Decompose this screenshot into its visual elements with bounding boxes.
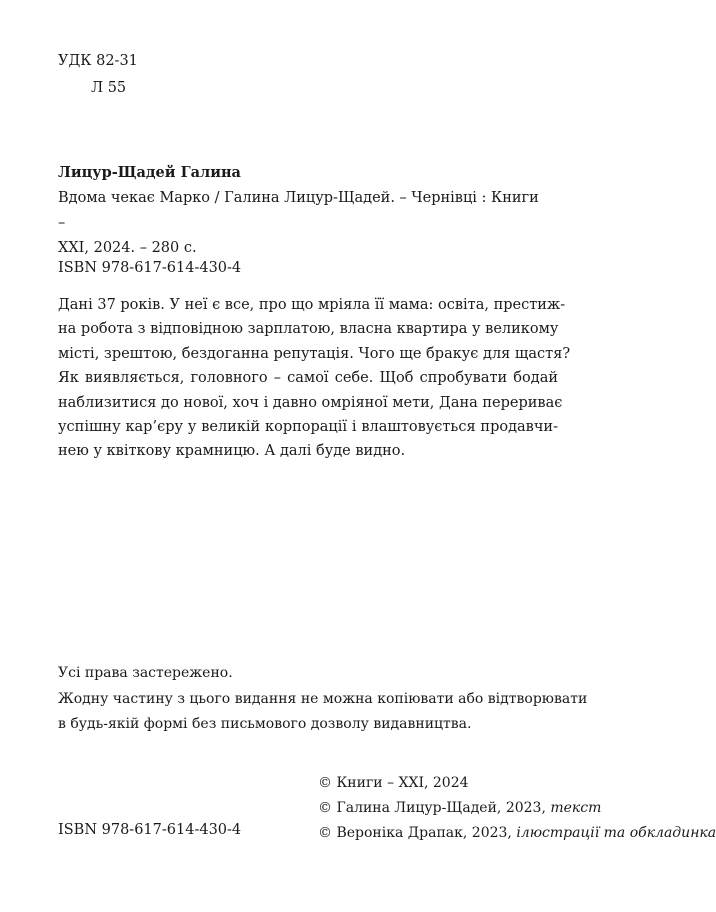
isbn-top: ISBN 978-617-614-430-4 xyxy=(58,260,242,276)
copyright-block xyxy=(318,771,716,846)
rights-line-1: Усі права застережено. xyxy=(58,665,233,681)
isbn-bottom: ISBN 978-617-614-430-4 xyxy=(58,822,242,838)
copyright-author-text: © Галина Лицур-Щадей, 2023, xyxy=(318,800,551,816)
copyright-author xyxy=(318,796,716,821)
annotation-line: нею у квіткову крамницю. А далі буде видно. xyxy=(58,443,406,460)
copyright-illustrator-role: ілюстрації та обкладинка xyxy=(516,825,716,841)
rights-notice xyxy=(58,661,587,738)
annotation-line: Дані 37 років. У неї є все, про що мріяла її мама: освіта, престиж- xyxy=(58,297,566,313)
description-line-1: Вдома чекає Марко / Галина Лицур-Щадей. – Чернівці : Книги – xyxy=(58,190,539,231)
author-heading: Лицур-Щадей Галина xyxy=(58,164,241,181)
rights-line-2: Жодну частину з цього видання не можна копіювати або відтворювати xyxy=(58,690,588,707)
copyright-illustrator xyxy=(318,821,716,846)
author-mark: Л 55 xyxy=(91,80,127,96)
bibliographic-description xyxy=(58,186,550,261)
annotation-line: місті, зрештою, бездоганна репутація. Чого ще бракує для щастя? xyxy=(58,345,571,362)
description-line-2: XXI, 2024. – 280 с. xyxy=(58,240,197,256)
copyright-author-role: текст xyxy=(550,800,602,816)
annotation-line: Як виявляється, головного – самої себе. Щоб спробувати бодай xyxy=(58,370,558,387)
copyright-publisher: © Книги – XXI, 2024 xyxy=(318,775,469,791)
udk-code: УДК 82-31 xyxy=(58,53,138,69)
annotation-line: успішну кар’єру у великій корпорації і влаштовується продавчи- xyxy=(58,419,558,436)
copyright-illustrator-text: © Вероніка Драпак, 2023, xyxy=(318,825,517,841)
annotation-line: на робота з відповідною зарплатою, власна квартира у великому xyxy=(58,321,559,338)
annotation xyxy=(58,293,571,464)
annotation-line: наблизитися до нової, хоч і давно омріяної мети, Дана перериває xyxy=(58,394,563,411)
rights-line-3: в будь-якій формі без письмового дозволу видавництва. xyxy=(58,716,472,732)
